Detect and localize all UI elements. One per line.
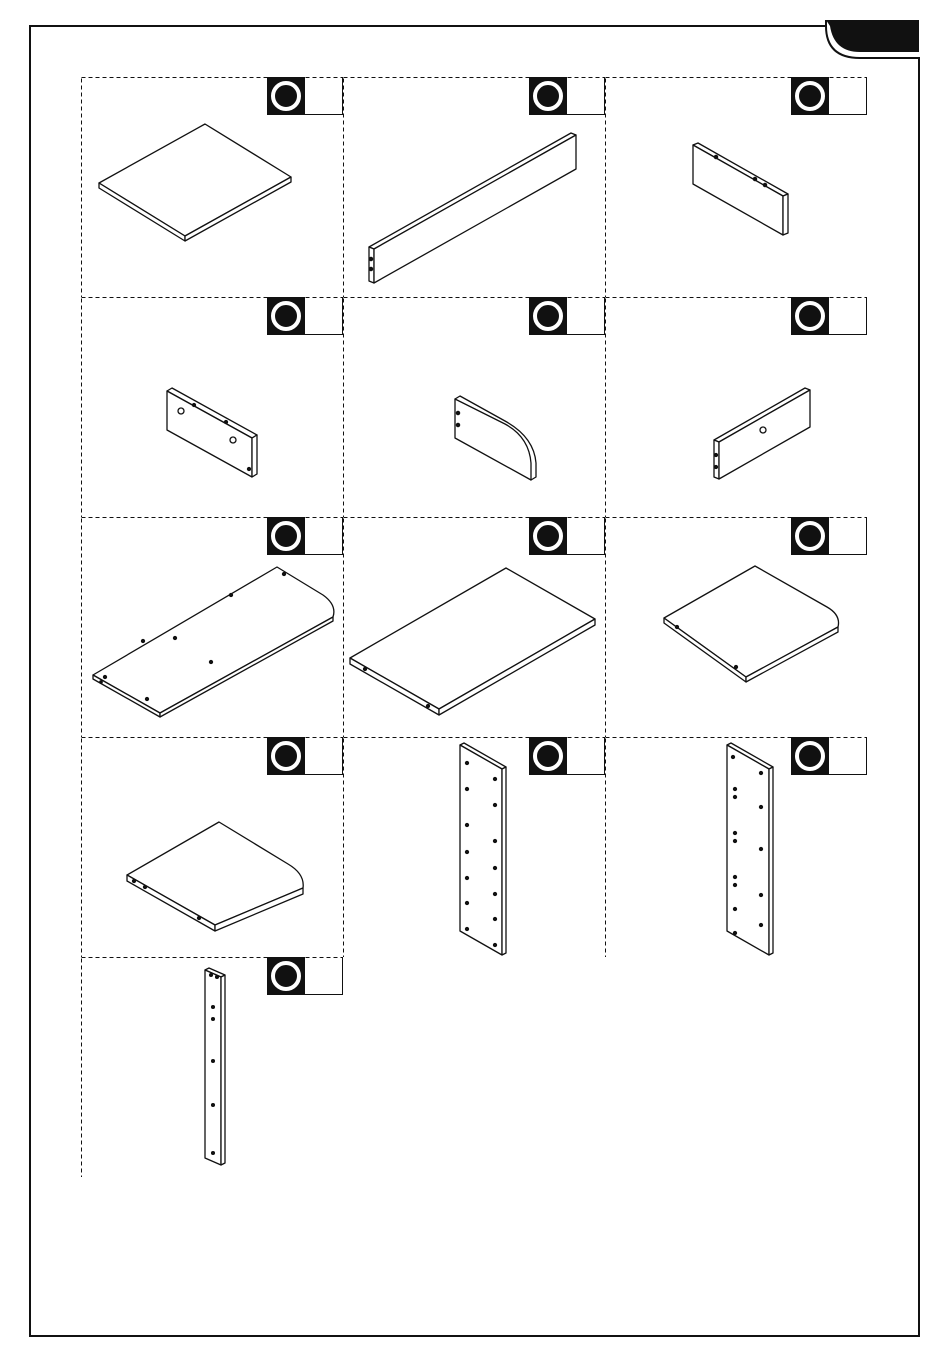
- part-letter: [305, 297, 343, 335]
- circle-marker-icon: [271, 961, 301, 991]
- part-letter: [567, 77, 605, 115]
- part-letter: [305, 737, 343, 775]
- part-badge: [791, 77, 867, 115]
- part-badge: [529, 737, 605, 775]
- part-letter: [829, 737, 867, 775]
- part-letter: [829, 77, 867, 115]
- part-badge: [267, 737, 343, 775]
- part-badge: [791, 737, 867, 775]
- part-cell-d: [81, 297, 343, 517]
- part-cell-j: [81, 737, 343, 957]
- part-cell-l: [605, 737, 867, 957]
- part-letter: [567, 517, 605, 555]
- part-letter: [567, 737, 605, 775]
- circle-marker-icon: [271, 521, 301, 551]
- part-letter: [305, 77, 343, 115]
- part-badge: [529, 77, 605, 115]
- part-cell-e: [343, 297, 605, 517]
- part-cell-b: [343, 77, 605, 297]
- circle-marker-icon: [533, 521, 563, 551]
- part-badge: [791, 297, 867, 335]
- circle-marker-icon: [533, 301, 563, 331]
- part-cell-m: [81, 957, 343, 1177]
- part-badge: [267, 517, 343, 555]
- part-badge: [267, 77, 343, 115]
- part-cell-k: [343, 737, 605, 957]
- part-letter: [829, 517, 867, 555]
- part-badge: [791, 517, 867, 555]
- circle-marker-icon: [795, 301, 825, 331]
- page-tab: [826, 20, 919, 52]
- part-badge: [529, 517, 605, 555]
- circle-marker-icon: [271, 301, 301, 331]
- part-cell-c: [605, 77, 867, 297]
- part-cell-f: [605, 297, 867, 517]
- part-letter: [305, 517, 343, 555]
- part-cell-a: [81, 77, 343, 297]
- part-badge: [267, 957, 343, 995]
- circle-marker-icon: [271, 741, 301, 771]
- circle-marker-icon: [533, 741, 563, 771]
- circle-marker-icon: [795, 741, 825, 771]
- part-badge: [267, 297, 343, 335]
- part-letter: [829, 297, 867, 335]
- part-badge: [529, 297, 605, 335]
- part-cell-i: [605, 517, 867, 737]
- part-letter: [305, 957, 343, 995]
- circle-marker-icon: [533, 81, 563, 111]
- part-cell-h: [343, 517, 605, 737]
- circle-marker-icon: [271, 81, 301, 111]
- part-cell-g: [81, 517, 343, 737]
- circle-marker-icon: [795, 81, 825, 111]
- circle-marker-icon: [795, 521, 825, 551]
- part-letter: [567, 297, 605, 335]
